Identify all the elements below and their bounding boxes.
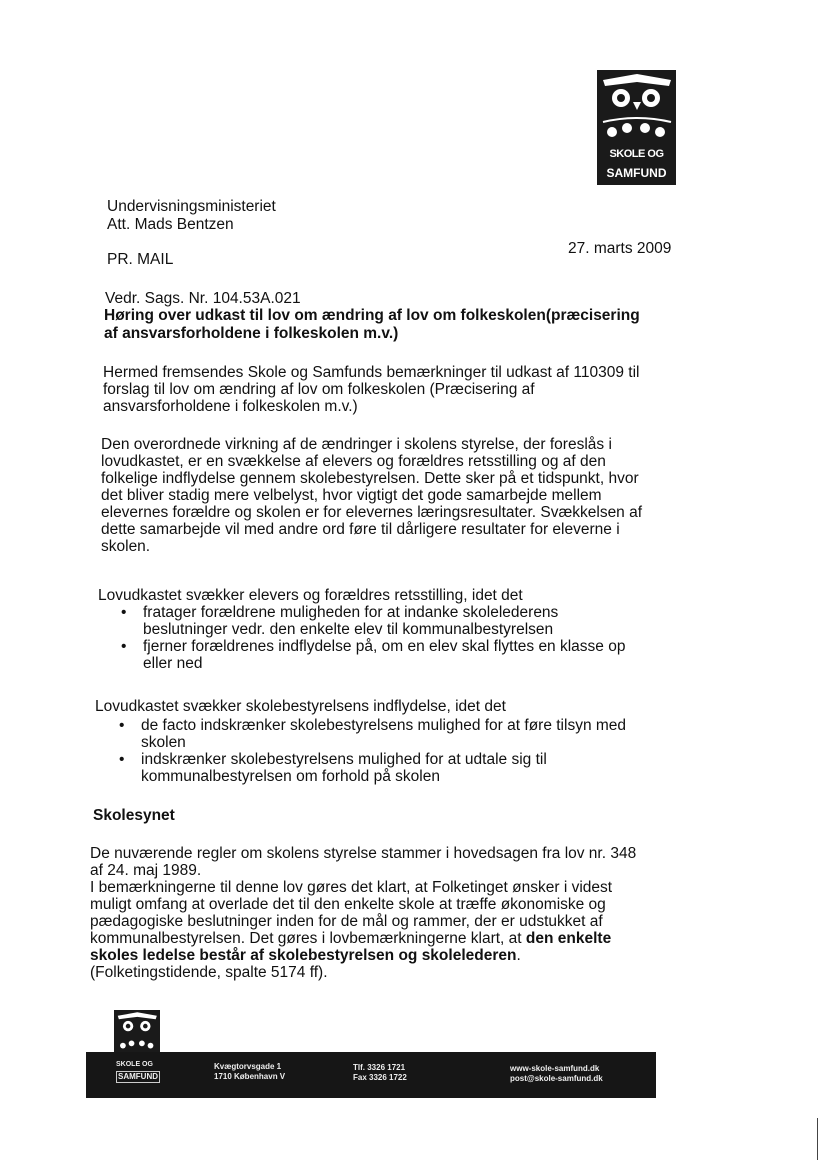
paragraph-line: muligt omfang at overlade det til den enkelte skole at træffe økonomiske og [90,896,606,913]
section-heading: Skolesynet [93,807,175,824]
letter-date: 27. marts 2009 [568,240,672,257]
paragraph-line: De nuværende regler om skolens styrelse stammer i hovedsagen fra lov nr. 348 [90,845,637,862]
logo-line-2: SAMFUND [606,166,667,180]
paragraph-line: pædagogiske beslutninger inden for de mål og rammer, der er udstukket af [90,913,603,930]
footer-fax: Fax 3326 1722 [353,1073,407,1082]
paragraph-line: dette samarbejde vil med andre ord føre til dårligere resultater for eleverne i [101,521,620,538]
footer-address-city: 1710 København V [214,1072,286,1081]
paragraph-line: skoles ledelse består af skolebestyrelsen og skolelederen. [90,947,521,964]
footer-logo-line-2: SAMFUND [118,1072,158,1081]
logo-line-1: SKOLE OG [609,148,664,160]
delivery-method: PR. MAIL [107,251,174,268]
paragraph-line: af 24. maj 1989. [90,862,202,879]
bullet-list-1 [121,604,681,672]
list-item: • de facto indskrænker skolebestyrelsens mulighed for at føre tilsyn med skolen [119,717,679,751]
paragraph-line: kommunalbestyrelsen. Det gøres i lovbemærkningerne klart, at den enkelte [90,930,612,947]
list-1-intro: Lovudkastet svækker elevers og forældres retsstilling, idet det [98,587,523,604]
subject-line-1: Høring over udkast til lov om ændring af lov om folkeskolen(præcisering [104,307,640,324]
footer-email: post@skole-samfund.dk [510,1074,603,1083]
paragraph-line: (Folketingstidende, spalte 5174 ff). [90,964,328,981]
paragraph-line: ansvarsforholdene i folkeskolen m.v.) [103,398,358,415]
list-item: • indskrænker skolebestyrelsens mulighed for at udtale sig til kommunalbestyrelsen om forhold på skolen [119,751,679,785]
list-item: • fratager forældrene muligheden for at indanke skolelederens beslutninger vedr. den enkelte elev til kommunalbestyrelsen [121,604,681,638]
paragraph-line: folkelige indflydelse gennem skolebestyrelsen. Dette sker på et tidspunkt, hvor [101,470,639,487]
footer-address-street: Kvægtorvsgade 1 [214,1062,282,1071]
paragraph-1 [103,364,639,415]
paragraph-line: forslag til lov om ændring af lov om folkeskolen (Præcisering af [103,381,535,398]
paragraph-line: I bemærkningerne til denne lov gøres det klart, at Folketinget ønsker i videst [90,879,613,896]
paragraph-line: Den overordnede virkning af de ændringer i skolens styrelse, der foreslås i [101,436,612,453]
footer-website: www-skole-samfund.dk [510,1064,600,1073]
paragraph-line: elevernes forældre og skolen er for elevernes læringsresultater. Svækkelsen af [101,504,643,521]
paragraph-line: skolen. [101,538,151,555]
paragraph-line: Hermed fremsendes Skole og Samfunds bemærkninger til udkast af 110309 til [103,364,640,381]
list-item: • fjerner forældrenes indflydelse på, om en elev skal flyttes en klasse op eller ned [121,638,681,672]
paragraph-2 [101,436,642,555]
recipient-name: Undervisningsministeriet [107,198,276,215]
subject-line-2: af ansvarsforholdene i folkeskolen m.v.) [104,325,399,342]
recipient-attention: Att. Mads Bentzen [107,216,234,233]
list-2-intro: Lovudkastet svækker skolebestyrelsens indflydelse, idet det [95,698,506,715]
footer-logo-line-1: SKOLE OG [116,1061,153,1068]
footer-band [86,1052,656,1098]
owl-logo-icon [114,1010,160,1056]
case-reference: Vedr. Sags. Nr. 104.53A.021 [105,290,301,307]
paragraph-3 [90,845,636,981]
owl-logo-icon [597,70,676,150]
paragraph-line: det bliver stadig mere velbelyst, hvor vigtigt det gode samarbejde mellem [101,487,602,504]
footer-phone: Tlf. 3326 1721 [353,1063,406,1072]
organization-logo [597,70,676,185]
scan-edge-line [817,1118,818,1160]
paragraph-line: lovudkastet, er en svækkelse af elevers og forældres retsstilling og af den [101,453,606,470]
bullet-list-2 [119,717,679,785]
